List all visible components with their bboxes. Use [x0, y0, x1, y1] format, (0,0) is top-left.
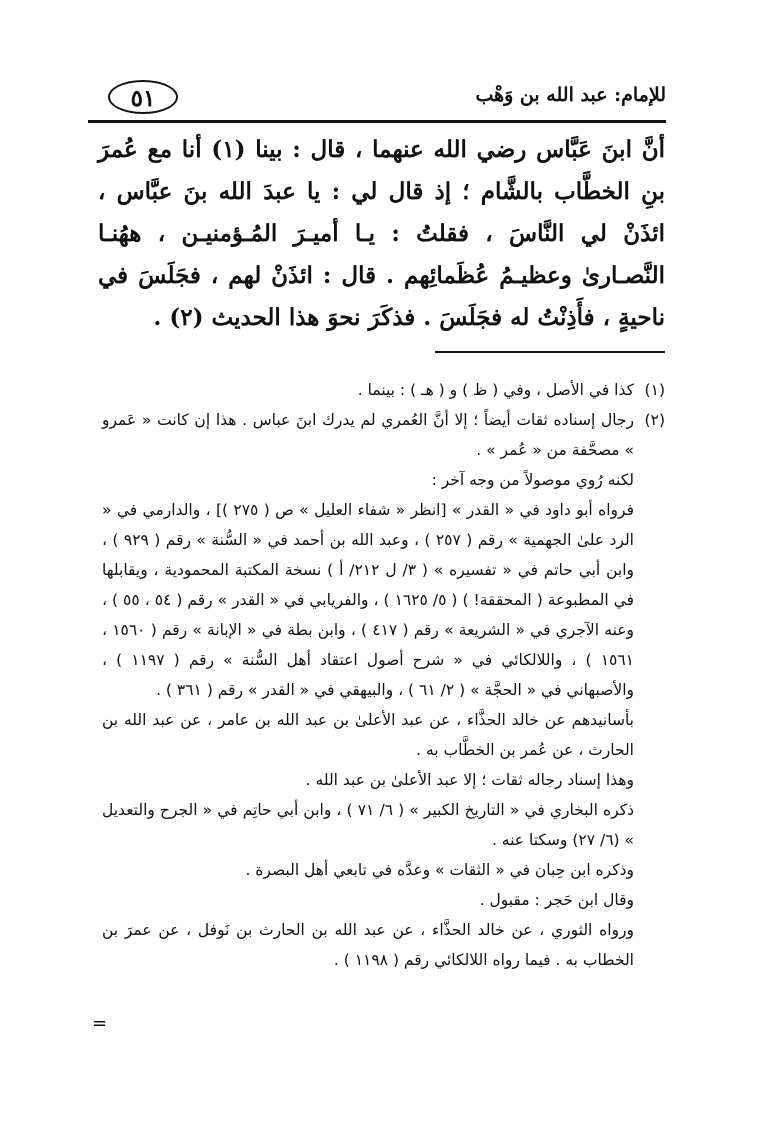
footnote-2-text: رجال إسناده ثقات أيضاً ؛ إلا أنَّ العُمري لم يدرك ابنَ عباس . هذا إن كانت « عَمرو » مصحَّفة من « عُمر » .: [102, 411, 634, 459]
main-hadith-text: [98, 129, 665, 339]
continuation-mark: =: [92, 1013, 108, 1034]
footnote-2-paragraph: ورواه الثوري ، عن خالد الحذَّاء ، عن عبد الله بن الحارث بن نَوفل ، عن عمرَ بن الخطاب به . فيما رواه اللالكائي رقم ( ١١٩٨ ) .: [102, 921, 634, 969]
footnote-2-paragraph: فرواه أبو داود في « القدر » [انظر « شفاء العليل » ص ( ٢٧٥ )] ، والدارمي في « الرد علىٰ الجهمية » رقم ( ٢٥٧ ) ، وعبد الله بن أحمد في « السُّنة » رقم ( ٩٢٩ ) ، وابن أبي حاتم في « تفسيره » ( ٣/ ل ٢١٢/ أ ) نسخة المكتبة المحمودية ، ويقابلها في المطبوعة ( المحققة! ) ( ٥/ ١٦٢٥ ) ، والفريابي في « القدر » رقم ( ٥٤ ، ٥٥ ) ، وعنه الآجري في « الشريعة » رقم ( ٤١٧ ) ، وابن بطة في « الإبانة » رقم ( ١٥٦٠ ، ١٥٦١ ) ، واللالكائي في « شرح أصول اعتقاد أهل السُّنة » رقم ( ١١٩٧ ) ، والأصبهاني في « الحجَّة » ( ٢/ ٦١ ) ، والبيهقي في « القدر » رقم ( ٣٦١ ) .: [102, 501, 635, 699]
page-header: [88, 78, 666, 126]
footnote-1: [102, 375, 665, 405]
running-title: للإمام: عبد الله بن وَهْب: [475, 84, 666, 106]
footnote-2-paragraph: وذكره ابن حِبان في « الثقات » وعدَّه في تابعي أهل البصرة .: [245, 861, 634, 879]
footnote-2-paragraph: وقال ابن حَجر : مقبول .: [479, 891, 634, 909]
footnote-separator: [435, 351, 665, 353]
footnote-2-paragraph: لكنه رُوي موصولاً من وجه آخر :: [431, 471, 634, 489]
page-number-badge: ٥١: [108, 80, 178, 114]
footnote-2-paragraph: ذكره البخاري في « التاريخ الكبير » ( ٦/ ٧١ ) ، وابن أبي حاتِم في « الجرح والتعديل » (٦/ ٢٧) وسكتا عنه .: [102, 801, 634, 849]
footnote-1-number: (١): [644, 381, 665, 399]
footnote-2: [102, 405, 665, 465]
footnote-2-number: (٢): [644, 411, 665, 429]
header-rule: [88, 120, 666, 123]
footnote-2-paragraph: وهذا إسناد رجاله ثقات ؛ إلا عبد الأعلىٰ بن عبد الله .: [305, 771, 634, 789]
footnote-1-text: كذا في الأصل ، وفي ( ظ ) و ( هـ ) : بينما .: [357, 381, 634, 399]
footnote-2-paragraph: بأسانيدهم عن خالد الحذَّاء ، عن عبد الأعلىٰ بن عبد الله بن عامر ، عن عبد الله بن الحارث ، عن عُمر بن الخطَّاب به .: [102, 711, 634, 759]
main-paragraph: أنَّ ابنَ عَبَّاس رضي الله عنهما ، قال : بينا (١) أنا مع عُمرَ بنِ الخطَّاب بالشَّام ؛ إذ قال لي : يا عبدَ الله بنَ عبَّاس ، ائذَنْ لي النَّاسَ ، فقلتُ : يـا أميـرَ المُـؤمنيـن ، ههُنـا النَّصـارىٰ وعظيـمُ عُظَمائِهم . قال : ائذَنْ لهم ، فجَلَسَ في ناحيةٍ ، فأَذِنْتُ له فجَلَسَ . فذكَرَ نحوَ هذا الحديث (٢) .: [98, 136, 666, 331]
footnotes: [102, 375, 665, 975]
